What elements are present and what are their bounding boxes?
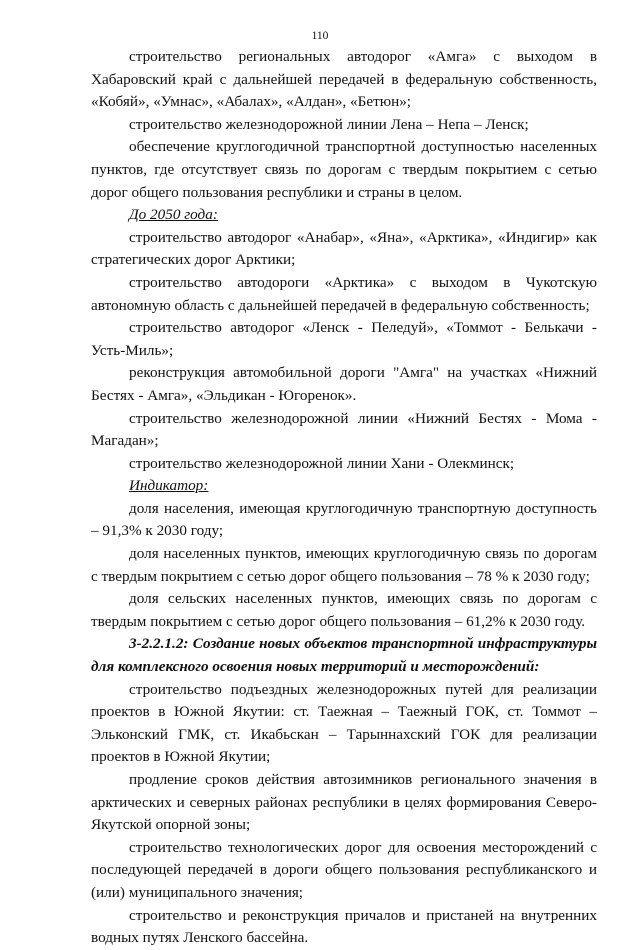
paragraph-road-arktika-chukotka: строительство автодороги «Арктика» с выходом в Чукотскую автономную область с дальнейшей передачей в федеральную собственность; bbox=[91, 273, 597, 314]
paragraph-road-amga-khabarovsk: строительство региональных автодорог «Амга» с выходом в Хабаровский край с дальнейшей передачей в федеральную собственность, «Кобяй», «Умнас», «Абалах», «Алдан», «Бетюн»; bbox=[91, 48, 597, 111]
paragraph-roads-lensk-tommot: строительство автодорог «Ленск - Пеледуй», «Томмот - Белькачи - Усть-Миль»; bbox=[91, 319, 597, 359]
paragraph-winter-roads: продление сроков действия автозимников регионального значения в арктических и северных районах республики в целях формирования Северо-Якутской опорной зоны; bbox=[91, 771, 597, 834]
document-body bbox=[91, 46, 597, 950]
indicator-settlements-connection: доля населенных пунктов, имеющих круглогодичную связь по дорогам с твердым покрытием с сетью дорог общего пользования – 78 % к 2030 году; bbox=[91, 545, 597, 585]
paragraph-access-railways-south-yakutia: строительство подъездных железнодорожных путей для реализации проектов в Южной Якутии: ст. Таежная – Таежный ГОК, ст. Томмот – Эльконский ГМК, ст. Икабьскан – Тарыннахский ГОК для реализации проектов в Южной Якутии; bbox=[91, 680, 597, 766]
subheading-until-2050: До 2050 года: bbox=[129, 206, 218, 224]
paragraph-railway-khani-olekminsk: строительство железнодорожной линии Хани - Олекминск; bbox=[129, 454, 515, 472]
paragraph-railway-lena-nepa-lensk: строительство железнодорожной линии Лена – Непа – Ленск; bbox=[129, 115, 529, 133]
subheading-indicator: Индикатор: bbox=[129, 477, 209, 495]
paragraph-arctic-roads: строительство автодорог «Анабар», «Яна», «Арктика», «Индигир» как стратегических дорог Арктики; bbox=[91, 228, 597, 269]
indicator-population-access: доля населения, имеющая круглогодичную транспортную доступность – 91,3% к 2030 году; bbox=[91, 499, 597, 540]
indicator-rural-settlements: доля сельских населенных пунктов, имеющих связь по дорогам с твердым покрытием с сетью дорог общего пользования – 61,2% к 2030 году. bbox=[91, 590, 597, 630]
paragraph-piers-lena-basin: строительство и реконструкция причалов и пристаней на внутренних водных путях Ленского бассейна. bbox=[91, 906, 597, 947]
paragraph-railway-bestyakh-magadan: строительство железнодорожной линии «Нижний Бестях - Мома - Магадан»; bbox=[91, 409, 597, 450]
paragraph-amga-reconstruction: реконструкция автомобильной дороги "Амга" на участках «Нижний Бестях - Амга», «Эльдикан - Югоренок». bbox=[91, 364, 597, 404]
paragraph-year-round-access: обеспечение круглогодичной транспортной доступностью населенных пунктов, где отсутствует связь по дорогам с твердым покрытием с сетью дорог общего пользования республики и страны в целом. bbox=[91, 138, 597, 201]
page-number: 110 bbox=[311, 30, 329, 42]
section-heading-new-infrastructure: 3-2.2.1.2: Создание новых объектов транспортной инфраструктуры для комплексного освоения новых территорий и месторождений: bbox=[91, 635, 597, 676]
paragraph-technological-roads: строительство технологических дорог для освоения месторождений с последующей передачей в дороги общего пользования республиканского и (или) муниципального значения; bbox=[91, 838, 597, 901]
